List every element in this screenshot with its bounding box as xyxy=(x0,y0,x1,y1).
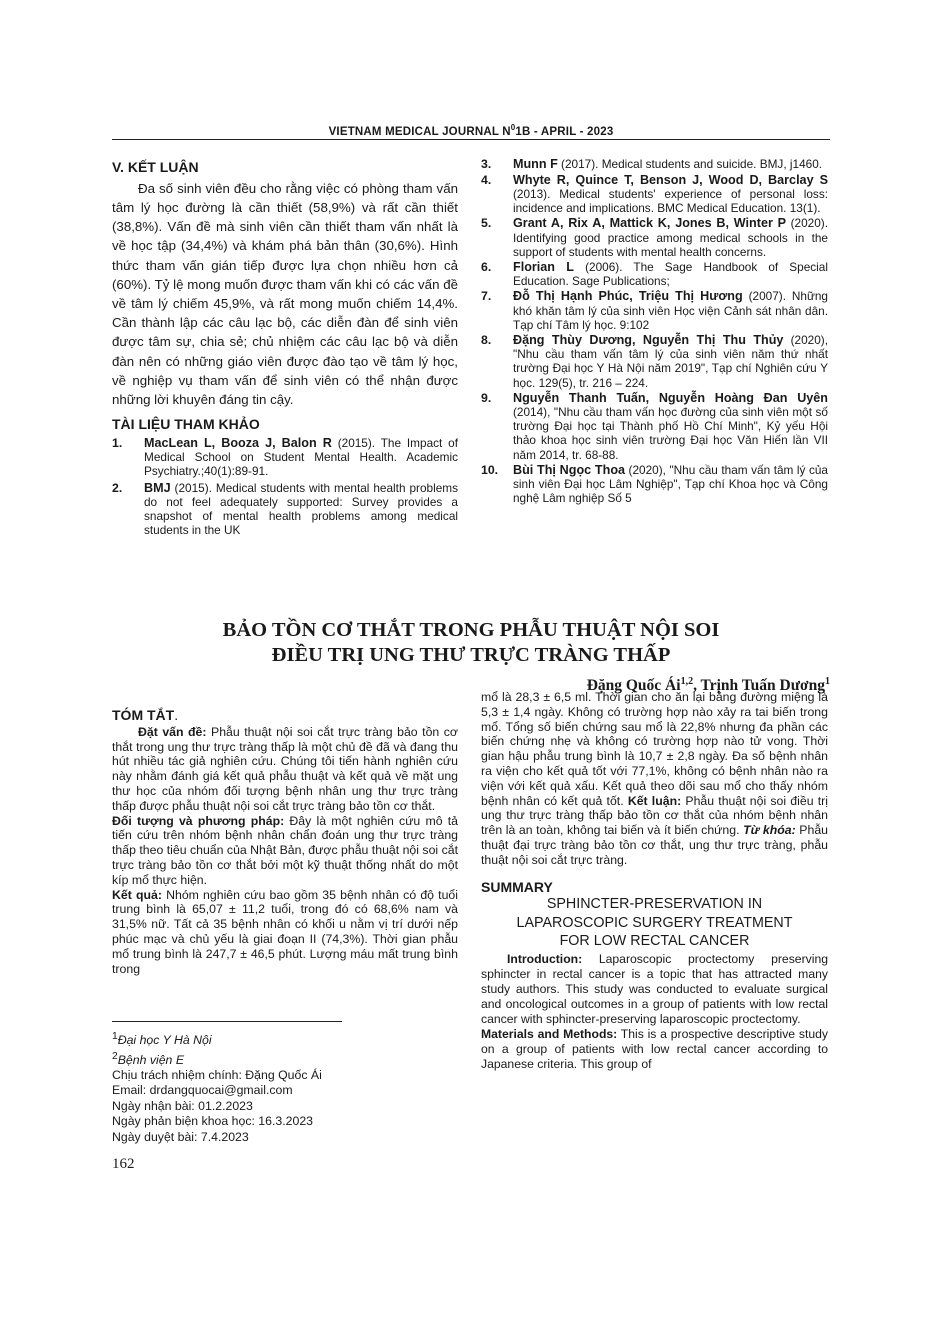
right-column-top xyxy=(481,157,828,505)
reference-text: (2015). The Impact of Medical School on Student Mental Health. Academic Psychiatry.;40(1):89-91. xyxy=(144,436,458,479)
reference-text: (2014), "Nhu cầu tham vấn học đường của sinh viên một số trường Đại học tại Thành phố Hồ Chí Minh", Kỷ yếu Hội thảo khoa học sinh viên trường Đại học Văn Hiến lần VII năm 2014, tr. 68-88. xyxy=(513,405,828,462)
conclusion-label: Kết luận: xyxy=(627,793,682,808)
reference-text: (2006). The Sage Handbook of Special Education. Sage Publications; xyxy=(513,260,828,289)
reference-number: 3. xyxy=(481,157,492,171)
author-email: Email: drdangquocai@gmail.com xyxy=(112,1083,293,1098)
author-separator: , xyxy=(693,677,701,695)
reference-item xyxy=(112,481,458,538)
summary-title-line: SPHINCTER-PRESERVATION IN xyxy=(546,896,763,913)
article-title-line-1: BẢO TỒN CƠ THẮT TRONG PHẪU THUẬT NỘI SOI xyxy=(222,619,720,641)
reference-item xyxy=(481,391,828,462)
reference-number: 7. xyxy=(481,289,492,304)
reference-number: 5. xyxy=(481,216,492,231)
footnote-text: Bệnh viện E xyxy=(117,1052,185,1067)
running-header xyxy=(112,123,830,138)
reference-authors: Munn F xyxy=(513,157,558,171)
summary-title-line: LAPAROSCOPIC SURGERY TREATMENT xyxy=(516,914,793,931)
reference-authors: Đỗ Thị Hạnh Phúc, Triệu Thị Hương xyxy=(513,289,743,304)
intro-text: Phẫu thuật nội soi cắt trực tràng bảo tồn cơ thắt trong ung thư trực tràng thấp là một chủ đề đã và đang thu hút nhiều tác giả nghiên cứu. Chúng tôi tiến hành nghiên cứu này nhằm đánh giá kết quả phẫu thuật và kết quả về mặt ung thư học của nhóm đối tượng bệnh nhân ung thư trực tràng thấp được phẫu thuật nội soi cắt trực tràng bảo tồn cơ thắt. xyxy=(112,724,458,813)
reference-authors: Grant A, Rix A, Mattick K, Jones B, Winter P xyxy=(513,216,787,231)
issue-number-sup: 0 xyxy=(510,123,516,132)
author-affiliation: 1,2 xyxy=(680,676,694,687)
article-title-line-2: ĐIỀU TRỊ UNG THƯ TRỰC TRÀNG THẤP xyxy=(271,644,671,666)
footnote-affiliation xyxy=(112,1049,322,1069)
reference-number: 4. xyxy=(481,172,492,187)
page-number: 162 xyxy=(112,1156,135,1172)
conclusion-text: Đa số sinh viên đều cho rằng việc có phòng tham vấn tâm lý học đường là cần thiết (58,9%) và rất cần thiết (38,8%). Vấn đề mà sinh viên cần thiết tham vấn nhất là về học tập (34,4%) và khám phá bản thân (30,6%). Hình thức tham vấn gián tiếp được lựa chọn nhiều hơn cả (60%). Tỷ lệ mong muốn được tham vấn khi có các vấn đề về tâm lý chiếm 45,9%, và rất mong muốn chiếm 14,4%. Cần thành lập các câu lạc bộ, các diễn đàn để sinh viên được tâm sự, chia sẻ; chủ nhiệm các câu lạc bộ và diễn đàn nên có những giáo viên được đào tạo về tâm lý học, về nghiệp vụ tham vấn để sinh viên có thể nhận được những lời khuyên đáng tin cậy. xyxy=(112,180,458,408)
reference-authors: Bùi Thị Ngọc Thoa xyxy=(513,462,626,477)
approval-date: Ngày duyệt bài: 7.4.2023 xyxy=(112,1129,249,1144)
abstract-continuation xyxy=(481,690,828,868)
reference-item xyxy=(481,173,828,216)
reference-item xyxy=(481,289,828,332)
references-heading: TÀI LIỆU THAM KHẢO xyxy=(112,416,260,433)
summary-methods-label: Materials and Methods: xyxy=(481,1026,618,1041)
reference-number: 8. xyxy=(481,333,492,348)
reference-authors: Đặng Thùy Dương, Nguyễn Thị Thu Thủy xyxy=(513,333,784,348)
conclusion-heading: V. KẾT LUẬN xyxy=(112,159,199,175)
reference-item xyxy=(481,216,828,259)
reference-text: (2020). Identifying good practice among medical schools in the support of students with mental health concerns. xyxy=(513,216,828,259)
footnote-marker: 1 xyxy=(112,1031,118,1042)
reference-text: (2015). Medical students with mental health problems do not feel adequately supported: Survey provides a snapshot of mental health problems among medical students in the UK xyxy=(144,480,458,538)
summary-heading: SUMMARY xyxy=(481,878,553,895)
author-name: Đặng Quốc Ái xyxy=(586,677,681,695)
reference-number: 2. xyxy=(112,480,123,495)
footnote-affiliation xyxy=(112,1029,322,1049)
footnotes xyxy=(112,1029,322,1145)
keywords-text: Phẫu thuật đại trực tràng bảo tồn cơ thắt, ung thư trực tràng, phẫu thuật nội soi cắt trực tràng. xyxy=(481,823,828,867)
results-label: Kết quả: xyxy=(112,887,162,902)
author-affiliation: 1 xyxy=(825,676,830,687)
methods-label: Đối tượng và phương pháp: xyxy=(112,813,285,828)
abstract-vi-continued xyxy=(481,690,828,1072)
methods-text: Đây là một nghiên cứu mô tả tiến cứu trên nhóm bệnh nhân chẩn đoán ung thư trực tràng thấp theo tiêu chuẩn của Nhật Bản, được phẫu thuật nội soi cắt trực tràng bảo tồn cơ thắt bởi một kỹ thuật thống nhất do một kíp mổ thực hiện. xyxy=(112,813,458,887)
keywords-label: Từ khóa: xyxy=(743,823,796,838)
left-column-top xyxy=(112,160,458,537)
review-date: Ngày phản biện khoa học: 16.3.2023 xyxy=(112,1114,314,1129)
reference-authors: Whyte R, Quince T, Benson J, Wood D, Barclay S xyxy=(513,172,828,187)
reference-text: (2020), "Nhu cầu tham vấn tâm lý của sinh viên Đại học Lâm Nghiệp", Tạp chí Khoa học và Công nghệ Lâm nghiệp Số 5 xyxy=(513,462,828,506)
reference-number: 1. xyxy=(112,436,123,451)
conclusion-abstract-text: Phẫu thuật nội soi điều trị ung thư trực tràng thấp bảo tồn cơ thắt của nhóm bệnh nhân trên là an toàn, không tai biến và ít biến chứng. xyxy=(481,793,828,838)
footnote-marker: 2 xyxy=(112,1050,118,1062)
reference-item xyxy=(481,260,828,288)
results-text: Nhóm nghiên cứu bao gồm 35 bệnh nhân có độ tuổi trung bình là 65,07 ± 11,2 tuổi, trong đó có 68,6% nam và 31,5% nữ. Tất cả 35 bệnh nhân có khối u nằm vị trí dưới nếp phúc mạc và chủ yếu là giai đoạn II (74,3%). Thời gian phẫu mổ trung bình là 247,7 ± 46,5 phút. Lượng máu mất trung bình trong xyxy=(112,887,458,976)
reference-authors: BMJ xyxy=(144,480,171,495)
reference-text: (2020), "Nhu cầu tham vấn tâm lý của sinh viên năm thứ nhất trường Đại học Y Hà Nội năm 2019", Tạp chí Nghiên cứu Y học. 129(5), tr. 216 – 224. xyxy=(513,333,829,390)
summary-title-line: FOR LOW RECTAL CANCER xyxy=(559,933,750,950)
summary-methods xyxy=(481,1027,828,1072)
reference-number: 9. xyxy=(481,390,492,405)
responsible-author: Chịu trách nhiệm chính: Đặng Quốc Ái xyxy=(112,1068,322,1082)
reference-item xyxy=(112,436,458,479)
footnote-text: Đại học Y Hà Nội xyxy=(117,1033,212,1048)
abstract-results xyxy=(112,888,458,977)
journal-name: VIETNAM MEDICAL JOURNAL N xyxy=(328,125,511,138)
received-date: Ngày nhận bài: 01.2.2023 xyxy=(112,1098,253,1113)
summary-intro xyxy=(481,952,828,1027)
reference-item xyxy=(481,463,828,506)
abstract-vi xyxy=(112,708,458,976)
reference-text: (2007). Những khó khăn tâm lý của sinh viên Học viện Cảnh sát nhân dân. Tạp chí Tâm lý học. 9:102 xyxy=(513,289,828,332)
summary-intro-text: Laparoscopic proctectomy preserving sphincter in rectal cancer is a topic that has attracted many study authors. This study was conducted to evaluate surgical and oncological outcomes in a group of patients with low rectal cancer with sphincter-preserving laparoscopic proctectomy. xyxy=(481,951,828,1026)
reference-number: 6. xyxy=(481,260,492,275)
intro-label: Đặt vấn đề: xyxy=(138,724,207,739)
summary-intro-label: Introduction: xyxy=(507,951,583,966)
author-name: Trịnh Tuấn Dương xyxy=(700,677,825,695)
reference-item xyxy=(481,157,828,172)
abstract-heading-dot: . xyxy=(174,707,179,723)
journal-issue: 1B - APRIL - 2023 xyxy=(515,125,614,138)
reference-item xyxy=(481,333,828,390)
abstract-heading-text: TÓM TẮT xyxy=(112,707,175,723)
footnote-rule xyxy=(112,1021,342,1022)
summary-methods-text: This is a prospective descriptive study on a group of patients with low rectal cancer according to Japanese criteria. This group of xyxy=(481,1026,828,1071)
reference-authors: MacLean L, Booza J, Balon R xyxy=(144,436,332,451)
reference-text: (2013). Medical students' experience of personal loss: incidence and implications. BMC Medical Education. 13(1). xyxy=(513,187,828,216)
continuation-text: mổ là 28,3 ± 6,5 ml. Thời gian cho ăn lại bằng đường miệng là 5,3 ± 1,4 ngày. Không có trường hợp nào xảy ra tai biến trong mổ. Tổng số biến chứng sau mổ là 22,8% nhưng đa phần các biến chứng nhẹ và không có trường hợp nào tử vong. Thời gian hậu phẫu trung bình là 10,7 ± 2,8 ngày. Đa số bệnh nhân ra viện cho kết quả tốt với 77,1%, không có bệnh nhân nào ra viện với kết quả xấu. Kết quả theo dõi sau mổ cho thấy nhóm bệnh nhân có kết quả tốt. xyxy=(481,690,828,808)
reference-text: (2017). Medical students and suicide. BMJ, j1460. xyxy=(557,157,823,171)
header-rule xyxy=(112,139,830,140)
abstract-heading xyxy=(112,708,458,723)
reference-number: 10. xyxy=(481,462,499,477)
reference-authors: Nguyễn Thanh Tuấn, Nguyễn Hoàng Đan Uyên xyxy=(513,390,828,405)
reference-authors: Florian L xyxy=(513,260,574,275)
abstract-methods xyxy=(112,814,458,888)
abstract-intro xyxy=(112,725,458,814)
